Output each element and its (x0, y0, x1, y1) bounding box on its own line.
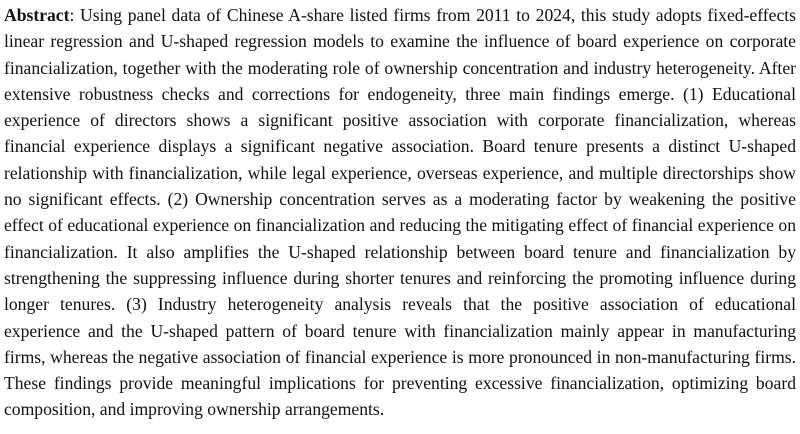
abstract-label: Abstract (4, 5, 70, 25)
abstract-body: Using panel data of Chinese A-share listed firms from 2011 to 2024, this study adopts fixed-effects linear regression and U-shaped regression models to examine the influence of board experience on corporate financialization, together with the moderating role of ownership concentration and industry heterogeneity. After extensive robustness checks and corrections for endogeneity, three main findings emerge. (1) Educational experience of directors shows a significant positive association with corporate financialization, whereas financial experience displays a significant negative association. Board tenure presents a distinct U-shaped relationship with financialization, while legal experience, overseas experience, and multiple directorships show no significant effects. (2) Ownership concentration serves as a moderating factor by weakening the positive effect of educational experience on financialization and reducing the mitigating effect of financial experience on financialization. It also amplifies the U-shaped relationship between board tenure and financialization by strengthening the suppressing influence during shorter tenures and reinforcing the promoting influence during longer tenures. (3) Industry heterogeneity analysis reveals that the positive association of educational experience and the U-shaped pattern of board tenure with financialization mainly appear in manufacturing firms, whereas the negative association of financial experience is more pronounced in non-manufacturing firms. These findings provide meaningful implications for preventing excessive financialization, optimizing board composition, and improving ownership arrangements. (4, 5, 796, 420)
abstract-paragraph (4, 2, 796, 423)
abstract-label-separator: : (69, 5, 75, 25)
